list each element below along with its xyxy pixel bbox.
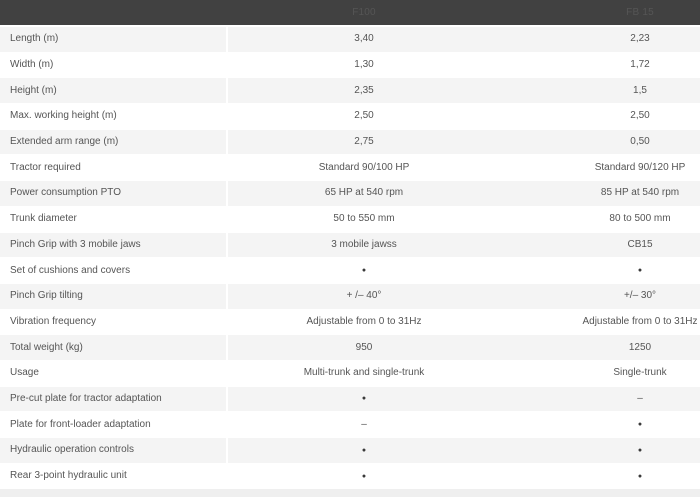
bullet-dot-icon: ●: [637, 446, 643, 454]
row-value-fb15: 2,50: [630, 110, 650, 122]
row-label: Extended arm range (m): [0, 130, 228, 155]
table-row: [0, 155, 700, 181]
table-row: [0, 53, 700, 79]
table-row: [0, 258, 700, 284]
bullet-dot-icon: ●: [637, 267, 643, 275]
bullet-dot-icon: ●: [361, 395, 367, 403]
table-row: [0, 104, 700, 130]
row-label: Vibration frequency: [0, 310, 228, 335]
row-value-f100: 2,50: [354, 110, 374, 122]
row-label: Tractor required: [0, 155, 228, 180]
row-value-fb15: Adjustable from 0 to 31Hz: [582, 315, 698, 327]
row-label: Total weight (kg): [0, 335, 228, 360]
row-label: Length (m): [0, 27, 228, 52]
table-row: [0, 78, 700, 104]
row-value-f100: + /– 40°: [346, 290, 382, 302]
row-value-f100: 1,30: [354, 59, 374, 71]
header-col-fb15: FB 15: [626, 6, 654, 18]
row-label: Plate for front-loader adaptation: [0, 412, 228, 437]
row-label: Width (m): [0, 53, 228, 78]
bullet-dot-icon: ●: [361, 446, 367, 454]
header-col-f100: F100: [352, 6, 376, 18]
row-value-fb15: 2,23: [630, 33, 650, 45]
bullet-dot-icon: ●: [637, 472, 643, 480]
row-value-f100: 50 to 550 mm: [333, 213, 395, 225]
row-label: Pre-cut plate for tractor adaptation: [0, 387, 228, 412]
table-row: [0, 361, 700, 387]
row-value-f100: 3 mobile jawss: [331, 238, 397, 250]
bullet-dot-icon: ●: [361, 267, 367, 275]
table-row: [0, 335, 700, 361]
table-row: [0, 27, 700, 53]
row-value-f100: Adjustable from 0 to 31Hz: [306, 315, 422, 327]
row-label: Power consumption PTO: [0, 181, 228, 206]
row-value-f100: Multi-trunk and single-trunk: [303, 367, 425, 379]
bullet-dot-icon: ●: [361, 472, 367, 480]
row-value-fb15: Single-trunk: [613, 367, 667, 379]
bullet-dot-icon: ●: [637, 421, 643, 429]
table-row: [0, 412, 700, 438]
table-row: [0, 284, 700, 310]
row-label: Usage: [0, 361, 228, 386]
row-label: Set of cushions and covers: [0, 258, 228, 283]
row-label: Hydraulic operation controls: [0, 438, 228, 463]
table-body: [0, 27, 700, 489]
row-value-f100: 2,75: [354, 136, 374, 148]
table-row: [0, 181, 700, 207]
table-row: [0, 310, 700, 336]
table-row: [0, 233, 700, 259]
table-row: [0, 207, 700, 233]
table-row: [0, 387, 700, 413]
row-value-fb15: +/– 30°: [623, 290, 657, 302]
row-label: Pinch Grip with 3 mobile jaws: [0, 233, 228, 258]
table-row: [0, 438, 700, 464]
row-value-fb15: 80 to 500 mm: [609, 213, 671, 225]
row-label: Height (m): [0, 78, 228, 103]
table-row: [0, 464, 700, 490]
row-value-f100: 2,35: [354, 84, 374, 96]
row-value-fb15: 1,72: [630, 59, 650, 71]
row-value-f100: –: [361, 418, 367, 430]
row-value-fb15: Standard 90/120 HP: [594, 161, 686, 173]
row-value-fb15: –: [637, 392, 643, 404]
row-label: Max. working height (m): [0, 104, 228, 129]
table-header-row: [0, 0, 700, 27]
row-value-f100: 65 HP at 540 rpm: [324, 187, 404, 199]
row-label: Rear 3-point hydraulic unit: [0, 464, 228, 489]
row-value-f100: 3,40: [354, 33, 374, 45]
row-value-f100: 950: [355, 341, 373, 353]
table-row: [0, 130, 700, 156]
row-value-fb15: 0,50: [630, 136, 650, 148]
row-value-fb15: 1250: [628, 341, 652, 353]
row-value-fb15: CB15: [627, 238, 653, 250]
row-label: Trunk diameter: [0, 207, 228, 232]
row-value-fb15: 1,5: [633, 84, 647, 96]
row-value-fb15: 85 HP at 540 rpm: [600, 187, 680, 199]
row-label: Pinch Grip tilting: [0, 284, 228, 309]
row-value-f100: Standard 90/100 HP: [318, 161, 410, 173]
